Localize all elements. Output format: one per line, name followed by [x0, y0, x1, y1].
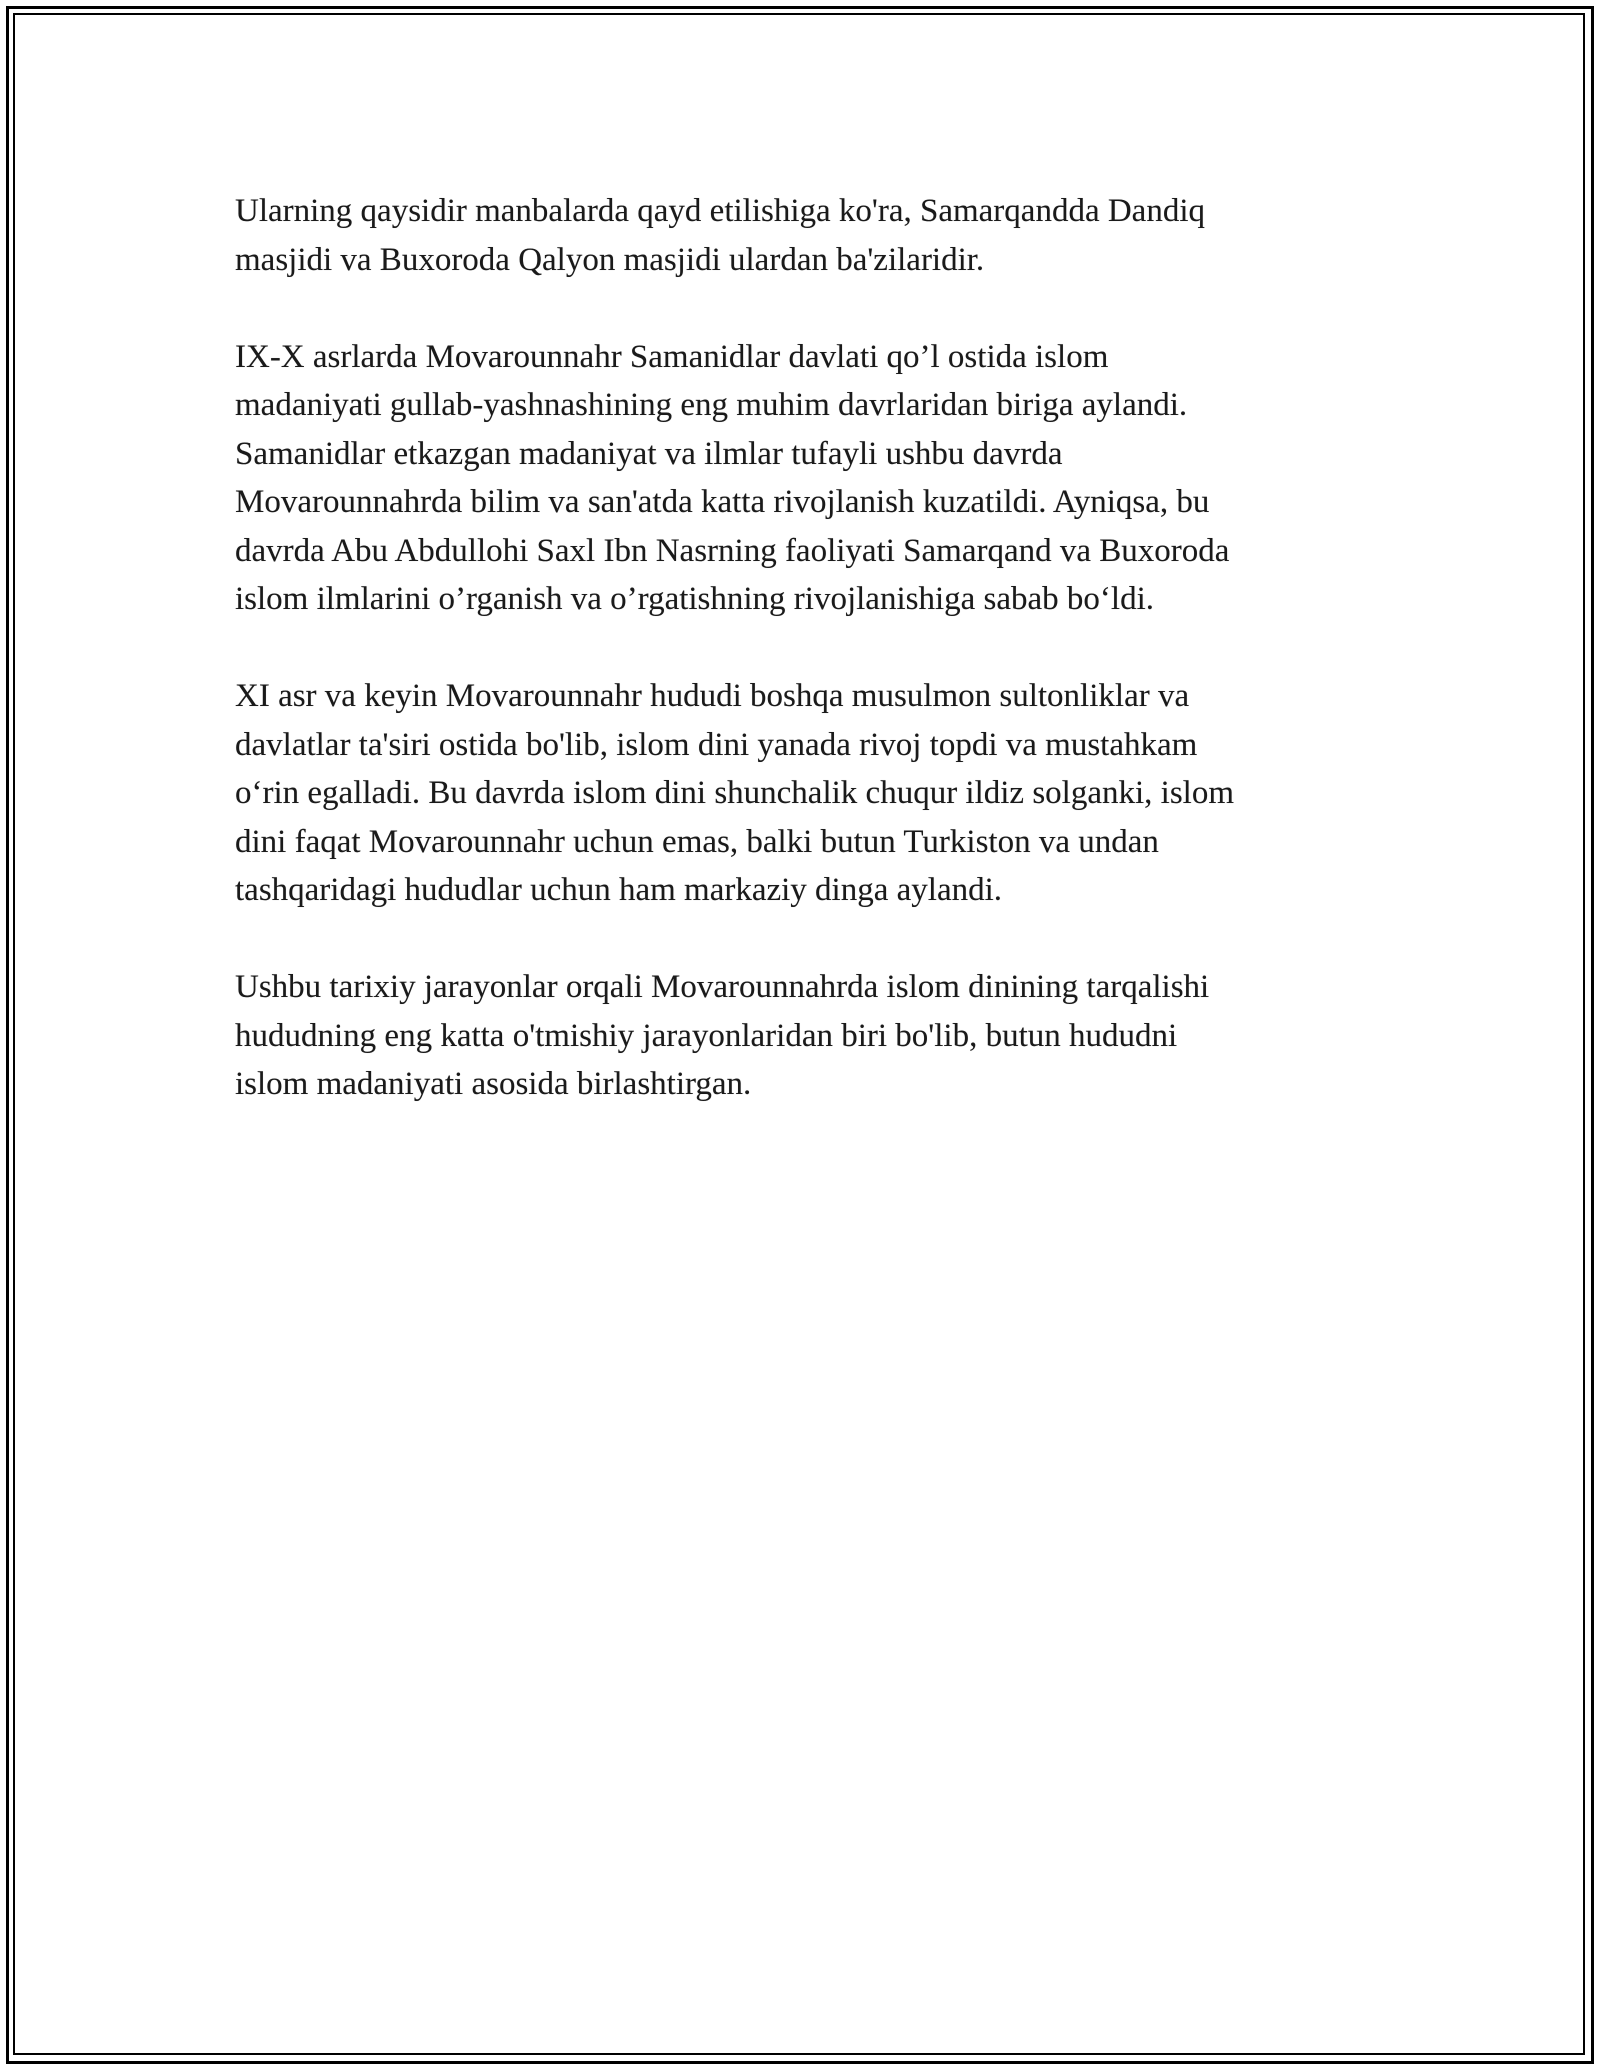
document-body: [235, 187, 1365, 1157]
paragraph-conclusion: Ushbu tarixiy jarayonlar orqali Movarounnahrda islom dinining tarqalishi hududning eng katta o'tmishiy jarayonlaridan biri bo'lib, butun hududni islom madaniyati asosida birlashtirgan.: [235, 969, 1210, 1102]
paragraph-samanids: IX-X asrlarda Movarounnahr Samanidlar davlati qo’l ostida islom madaniyati gullab-yashnashining eng muhim davrlaridan biriga aylandi. Samanidlar etkazgan madaniyat va ilmlar tufayli ushbu davrda Movarounnahrda bilim va san'atda katta rivojlanish kuzatildi. Ayniqsa, bu davrda Abu Abdullohi Saxl Ibn Nasrning faoliyati Samarqand va Buxoroda islom ilmlarini o’rganish va o’rgatishning rivojlanishiga sabab bo‘ldi.: [235, 338, 1230, 617]
paragraph-mosques: Ularning qaysidir manbalarda qayd etilishiga ko'ra, Samarqandda Dandiq masjidi va Buxoroda Qalyon masjidi ulardan ba'zilaridir.: [235, 193, 1205, 278]
paragraph-eleventh-century: XI asr va keyin Movarounnahr hududi boshqa musulmon sultonliklar va davlatlar ta'siri ostida bo'lib, islom dini yanada rivoj topdi va mustahkam o‘rin egalladi. Bu davrda islom dini shunchalik chuqur ildiz solganki, islom dini faqat Movarounnahr uchun emas, balki butun Turkiston va undan tashqaridagi hududlar uchun ham markaziy dinga aylandi.: [235, 678, 1235, 908]
